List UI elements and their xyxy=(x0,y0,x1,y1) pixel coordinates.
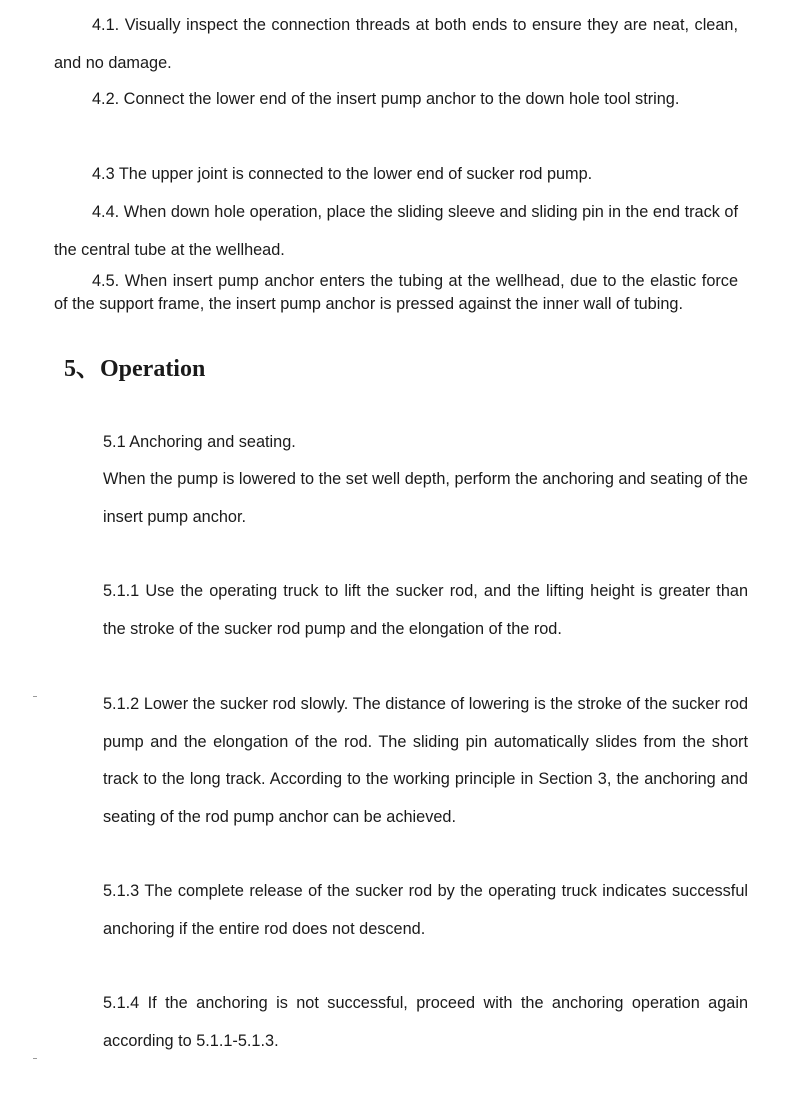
step-5-1-4: 5.1.4 If the anchoring is not successful, proceed with the anchoring operation again according to 5.1.1-5.1.3. xyxy=(103,994,748,1050)
operation-intro: When the pump is lowered to the set well depth, perform the anchoring and seating of the insert pump anchor. xyxy=(103,470,748,526)
step-5-1-3: 5.1.3 The complete release of the sucker rod by the operating truck indicates successful anchoring if the entire rod does not descend. xyxy=(103,882,748,938)
step-5-1-1: 5.1.1 Use the operating truck to lift the sucker rod, and the lifting height is greater than the stroke of the sucker rod pump and the elongation of the rod. xyxy=(103,582,748,638)
step-4-2 xyxy=(54,81,738,119)
margin-mark xyxy=(33,696,37,697)
step-4-2-text: 4.2. Connect the lower end of the insert pump anchor to the down hole tool string. xyxy=(92,90,680,108)
step-5-1-2: 5.1.2 Lower the sucker rod slowly. The distance of lowering is the stroke of the sucker rod pump and the elongation of the rod. The sliding pin automatically slides from the short track to the long track. According to the working principle in Section 3, the anchoring and seating of the rod pump anchor can be achieved. xyxy=(103,695,748,826)
step-4-4-text: 4.4. When down hole operation, place the sliding sleeve and sliding pin in the end track of the central tube at the wellhead. xyxy=(54,203,738,259)
step-4-3-text: 4.3 The upper joint is connected to the lower end of sucker rod pump. xyxy=(92,165,593,183)
step-4-3 xyxy=(54,156,738,194)
step-4-4 xyxy=(54,194,738,269)
section-heading: 5、Operation xyxy=(64,356,206,382)
step-4-5 xyxy=(54,270,738,316)
step-4-1-text: 4.1. Visually inspect the connection threads at both ends to ensure they are neat, clean, and no damage. xyxy=(54,16,738,72)
operation-subheading: 5.1 Anchoring and seating. xyxy=(103,433,296,451)
step-4-5-text: 4.5. When insert pump anchor enters the tubing at the wellhead, due to the elastic force of the support frame, the insert pump anchor is pressed against the inner wall of tubing. xyxy=(54,272,738,313)
step-4-1 xyxy=(54,7,738,82)
margin-mark xyxy=(33,1058,37,1059)
